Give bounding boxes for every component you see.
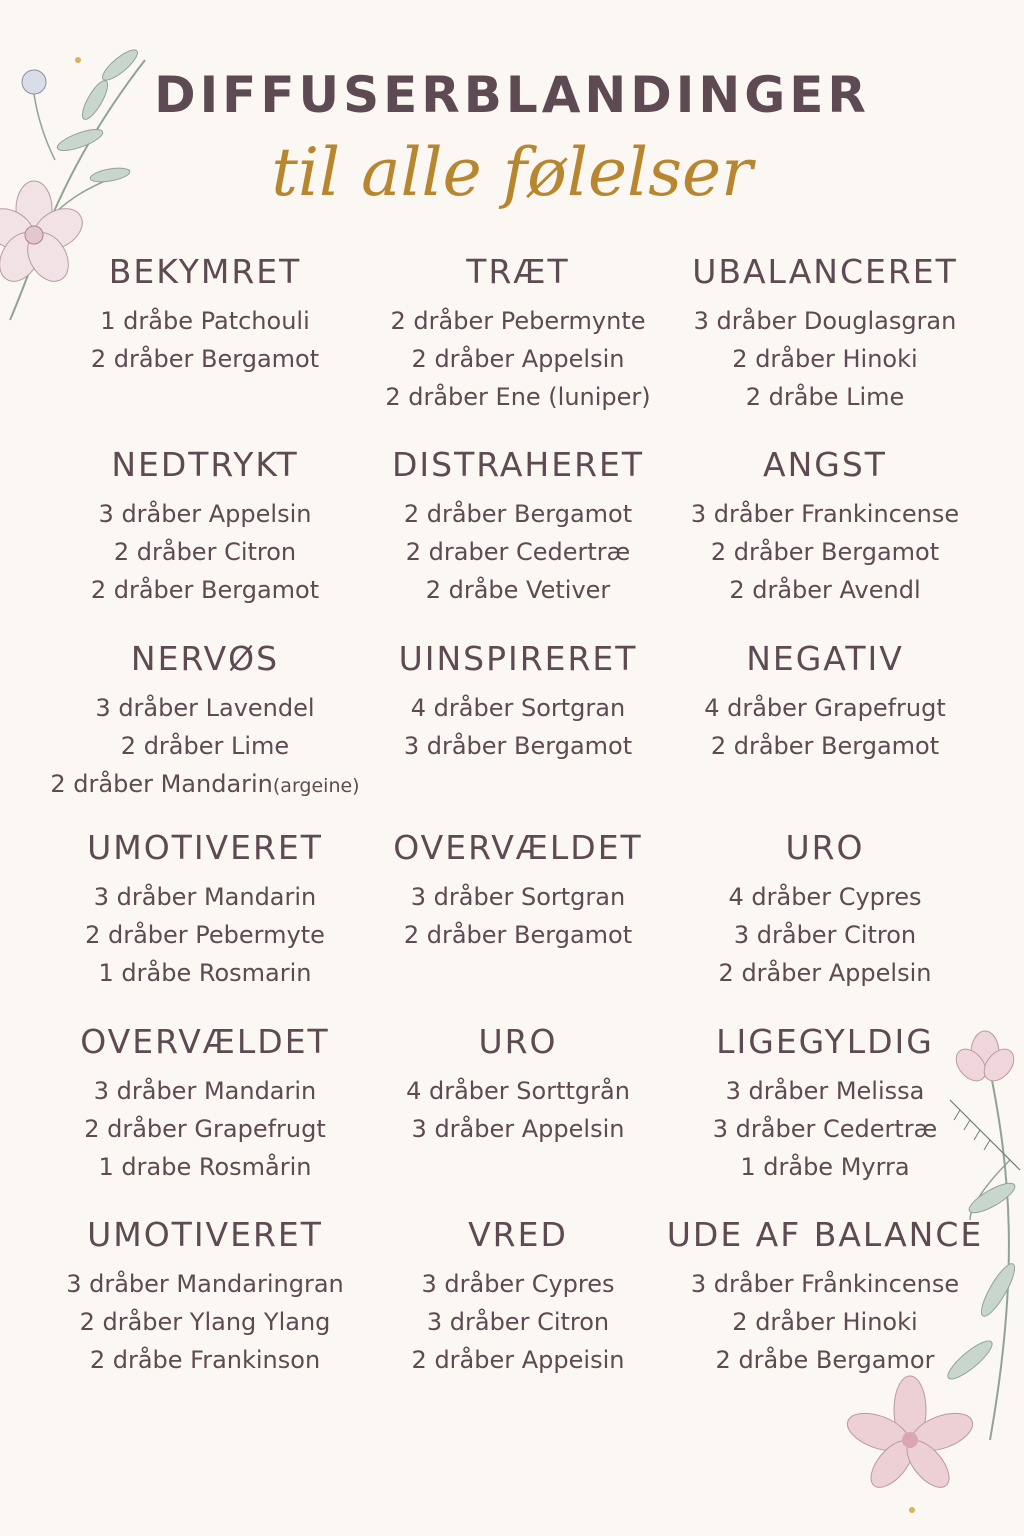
- blend-card: [348, 1022, 688, 1148]
- blend-ingredient: 4 dråber Cypres: [728, 883, 922, 911]
- blend-card: [655, 1022, 995, 1186]
- blend-ingredient: 3 dråber Appelsin: [411, 1115, 625, 1143]
- blend-card: [35, 445, 375, 609]
- blend-ingredient: 4 dråber Sortgran: [410, 694, 626, 722]
- blend-ingredient: 3 dråber Frankincense: [690, 500, 960, 528]
- blend-title: OVERVÆLDET: [80, 1022, 330, 1061]
- blend-ingredient: 2 dråber Appeisin: [411, 1346, 625, 1374]
- blend-card: [348, 445, 688, 609]
- blend-title: UBALANCERET: [692, 252, 958, 291]
- blend-ingredient: 3 dråber Cypres: [421, 1270, 615, 1298]
- blend-ingredient: 3 dråber Mandaringran: [66, 1270, 344, 1298]
- blend-card: [655, 639, 995, 765]
- blend-ingredient: 2 dråber Bergamot: [403, 500, 633, 528]
- blend-ingredient: 2 dråber Appelsin: [411, 345, 625, 373]
- blend-card: [35, 1215, 375, 1379]
- blend-ingredient: 2 dråbe Vetiver: [425, 576, 611, 604]
- blend-ingredient: 3 dråber Citron: [733, 921, 917, 949]
- blend-ingredient: 3 dråber Douglasgran: [693, 307, 957, 335]
- blend-title: NEDTRYKT: [111, 445, 299, 484]
- blend-ingredient: 1 dråbe Rosmarin: [98, 959, 312, 987]
- blend-card: [348, 1215, 688, 1379]
- blend-title: TRÆT: [466, 252, 570, 291]
- blend-ingredient: 2 dråber Bergamot: [90, 576, 320, 604]
- blend-title: ANGST: [763, 445, 887, 484]
- blend-ingredient: 2 dråber Appelsin: [718, 959, 932, 987]
- page-subtitle: til alle følelser: [271, 134, 753, 211]
- blend-title: BEKYMRET: [108, 252, 302, 291]
- blend-title: NERVØS: [130, 639, 280, 678]
- blend-ingredient: 3 dråber Frånkincense: [690, 1270, 960, 1298]
- blend-ingredient: 2 dråber Hinoki: [732, 345, 918, 373]
- blend-title: UMOTIVERET: [87, 828, 323, 867]
- blend-ingredient: 2 dråber Grapefrugt: [84, 1115, 326, 1143]
- blend-card: [35, 252, 375, 378]
- blend-title: URO: [478, 1022, 558, 1061]
- blend-ingredient: 2 dråber Hinoki: [732, 1308, 918, 1336]
- blend-title: LIGEGYLDIG: [716, 1022, 934, 1061]
- blend-title: DISTRAHERET: [391, 445, 645, 484]
- blend-note: (argeine): [272, 775, 360, 797]
- blend-ingredient: 3 dråber Melissa: [725, 1077, 925, 1105]
- blend-card: [348, 252, 688, 416]
- blend-ingredient: 3 dråber Cedertræ: [712, 1115, 938, 1143]
- blend-ingredient: 4 dråber Sorttgrån: [406, 1077, 630, 1105]
- blend-ingredient: 3 dråber Lavendel: [95, 694, 315, 722]
- blend-ingredient: 2 dråber Mandarin(argeine): [50, 770, 360, 798]
- blend-title: UINSPIRERET: [398, 639, 638, 678]
- blend-ingredient: 2 dråber Ene (luniper): [385, 383, 651, 411]
- blend-card: [35, 1022, 375, 1186]
- blend-card: [655, 445, 995, 609]
- blend-ingredient: 3 dråber Appelsin: [98, 500, 312, 528]
- blend-card: [655, 252, 995, 416]
- blend-ingredient: 2 dråber Lime: [120, 732, 290, 760]
- blend-ingredient: 3 dråber Sortgran: [410, 883, 626, 911]
- blend-title: UDE AF BALANCE: [666, 1215, 984, 1254]
- blend-ingredient: 2 dråber Citron: [113, 538, 297, 566]
- blend-ingredient: 1 dråbe Patchouli: [100, 307, 310, 335]
- blend-ingredient: 2 dråbe Lime: [745, 383, 905, 411]
- page-title: DIFFUSERBLANDINGER: [154, 66, 870, 124]
- blend-ingredient: 3 dråber Bergamot: [403, 732, 633, 760]
- blend-card: [655, 1215, 995, 1379]
- blend-title: URO: [785, 828, 865, 867]
- blend-ingredient: 2 draber Cedertræ: [405, 538, 631, 566]
- blend-title: UMOTIVERET: [87, 1215, 323, 1254]
- blend-card: [655, 828, 995, 992]
- blend-card: [35, 639, 375, 805]
- blend-ingredient: 1 dråbe Myrra: [740, 1153, 910, 1181]
- blend-card: [35, 828, 375, 992]
- blend-ingredient: 3 dråber Citron: [426, 1308, 610, 1336]
- blend-ingredient: 3 dråber Mandarin: [93, 1077, 317, 1105]
- blend-ingredient: 2 dråber Ylang Ylang: [79, 1308, 331, 1336]
- blend-ingredient: 2 dråber Bergamot: [90, 345, 320, 373]
- blend-ingredient: 2 dråber Pebermynte: [390, 307, 646, 335]
- blend-title: OVERVÆLDET: [393, 828, 643, 867]
- blend-card: [348, 828, 688, 954]
- blend-card: [348, 639, 688, 765]
- blend-ingredient: 2 dråbe Frankinson: [89, 1346, 321, 1374]
- blend-title: NEGATIV: [746, 639, 904, 678]
- blend-ingredient: 1 drabe Rosmårin: [98, 1153, 312, 1181]
- blend-ingredient: 2 dråber Avendl: [729, 576, 921, 604]
- blend-ingredient: 2 dråber Bergamot: [710, 732, 940, 760]
- blend-ingredient: 4 dråber Grapefrugt: [704, 694, 946, 722]
- blend-ingredient: 2 dråber Bergamot: [710, 538, 940, 566]
- blend-ingredient: 2 dråbe Bergamor: [715, 1346, 935, 1374]
- blend-ingredient: 2 dråber Bergamot: [403, 921, 633, 949]
- blend-title: VRED: [468, 1215, 568, 1254]
- blend-ingredient: 3 dråber Mandarin: [93, 883, 317, 911]
- blend-ingredient: 2 dråber Pebermyte: [85, 921, 325, 949]
